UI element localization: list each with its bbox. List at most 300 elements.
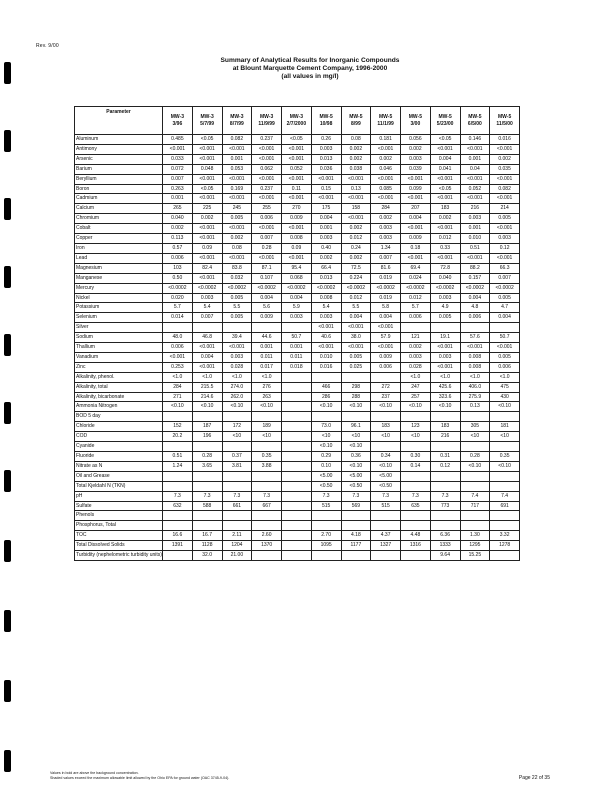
table-cell: 0.004 bbox=[490, 313, 520, 323]
table-cell bbox=[282, 491, 312, 501]
table-cell bbox=[460, 521, 490, 531]
table-cell: 0.237 bbox=[252, 184, 282, 194]
table-cell: 0.003 bbox=[490, 234, 520, 244]
table-cell: 0.005 bbox=[222, 214, 252, 224]
table-cell: <0.05 bbox=[430, 184, 460, 194]
table-cell: 0.003 bbox=[222, 352, 252, 362]
sample-date: 3/00 bbox=[410, 120, 421, 127]
table-cell: <10 bbox=[490, 432, 520, 442]
table-cell: 4.18 bbox=[341, 531, 371, 541]
parameter-name: Calcium bbox=[75, 204, 163, 214]
table-cell: <0.001 bbox=[371, 194, 401, 204]
well-id: MW-3 bbox=[200, 113, 214, 120]
table-cell: 5.4 bbox=[311, 303, 341, 313]
parameter-name: BOD 5 day bbox=[75, 412, 163, 422]
table-cell: <10 bbox=[341, 432, 371, 442]
table-cell: 691 bbox=[490, 501, 520, 511]
table-cell: 2.70 bbox=[311, 531, 341, 541]
binder-hole bbox=[4, 198, 11, 220]
table-cell bbox=[252, 481, 282, 491]
table-row bbox=[75, 481, 520, 491]
table-cell: 271 bbox=[163, 392, 193, 402]
table-cell: 0.001 bbox=[163, 194, 193, 204]
table-cell: <0.001 bbox=[341, 194, 371, 204]
table-cell bbox=[311, 551, 341, 561]
table-cell: 0.007 bbox=[371, 253, 401, 263]
sample-date: 10/98 bbox=[319, 120, 333, 127]
table-cell: 0.263 bbox=[163, 184, 193, 194]
table-cell: 88.2 bbox=[460, 263, 490, 273]
table-cell: <0.05 bbox=[282, 135, 312, 145]
table-cell bbox=[282, 541, 312, 551]
table-cell: 1295 bbox=[460, 541, 490, 551]
table-cell: 0.099 bbox=[401, 184, 431, 194]
table-cell: 16.6 bbox=[163, 531, 193, 541]
parameter-name: Phenols bbox=[75, 511, 163, 521]
table-cell: <0.001 bbox=[341, 214, 371, 224]
table-cell: 0.28 bbox=[192, 452, 222, 462]
parameter-name: Turbidity (nephelometric turbidity units) bbox=[75, 551, 163, 561]
table-cell: <0.05 bbox=[192, 135, 222, 145]
table-cell bbox=[341, 511, 371, 521]
table-row bbox=[75, 243, 520, 253]
table-row bbox=[75, 531, 520, 541]
table-cell: 0.009 bbox=[401, 234, 431, 244]
table-cell: 0.041 bbox=[430, 164, 460, 174]
table-cell: 50.7 bbox=[490, 333, 520, 343]
table-cell: <10 bbox=[311, 432, 341, 442]
table-cell: 1370 bbox=[252, 541, 282, 551]
table-cell bbox=[222, 412, 252, 422]
table-cell: 0.002 bbox=[371, 214, 401, 224]
table-cell: 0.485 bbox=[163, 135, 193, 145]
table-row bbox=[75, 135, 520, 145]
table-cell bbox=[460, 442, 490, 452]
table-cell: 0.003 bbox=[401, 154, 431, 164]
table-cell bbox=[490, 551, 520, 561]
table-cell: <0.001 bbox=[282, 174, 312, 184]
table-cell: 0.007 bbox=[490, 273, 520, 283]
table-cell: 96.1 bbox=[341, 422, 371, 432]
table-row bbox=[75, 412, 520, 422]
table-row bbox=[75, 154, 520, 164]
table-cell: 0.34 bbox=[371, 452, 401, 462]
column-header bbox=[341, 107, 371, 135]
table-cell: 175 bbox=[311, 204, 341, 214]
table-cell: 7.4 bbox=[460, 491, 490, 501]
table-cell: 0.040 bbox=[430, 273, 460, 283]
table-cell: 0.035 bbox=[490, 164, 520, 174]
table-cell: 0.002 bbox=[341, 253, 371, 263]
table-row bbox=[75, 461, 520, 471]
table-cell bbox=[401, 442, 431, 452]
table-cell: <0.0002 bbox=[222, 283, 252, 293]
table-cell: <0.001 bbox=[222, 253, 252, 263]
table-cell: <10 bbox=[222, 432, 252, 442]
table-cell: 15.25 bbox=[460, 551, 490, 561]
table-cell: 257 bbox=[401, 392, 431, 402]
table-cell bbox=[401, 412, 431, 422]
table-cell: 5.7 bbox=[401, 303, 431, 313]
table-cell: 66.3 bbox=[490, 263, 520, 273]
table-cell: 0.224 bbox=[341, 273, 371, 283]
table-cell: 0.020 bbox=[163, 293, 193, 303]
table-cell: <10 bbox=[401, 432, 431, 442]
sample-date: 5/7/99 bbox=[200, 120, 215, 127]
well-id: MW-5 bbox=[319, 113, 333, 120]
binder-hole bbox=[4, 334, 11, 356]
table-cell: <0.10 bbox=[341, 442, 371, 452]
table-cell: <0.001 bbox=[490, 144, 520, 154]
table-cell: <10 bbox=[252, 432, 282, 442]
table-cell: <0.50 bbox=[371, 481, 401, 491]
table-cell: <0.001 bbox=[192, 144, 222, 154]
table-cell: 0.018 bbox=[282, 362, 312, 372]
table-cell: 0.28 bbox=[460, 452, 490, 462]
table-cell bbox=[252, 551, 282, 561]
table-cell: <0.10 bbox=[163, 402, 193, 412]
table-cell: 103 bbox=[163, 263, 193, 273]
table-cell: <0.001 bbox=[490, 194, 520, 204]
table-cell: 0.31 bbox=[430, 452, 460, 462]
table-cell bbox=[401, 521, 431, 531]
table-row bbox=[75, 164, 520, 174]
table-cell: 4.7 bbox=[490, 303, 520, 313]
table-cell: 0.35 bbox=[252, 452, 282, 462]
column-header bbox=[401, 107, 431, 135]
table-cell: 0.29 bbox=[311, 452, 341, 462]
table-cell: <0.001 bbox=[222, 144, 252, 154]
table-cell: 0.181 bbox=[371, 135, 401, 145]
document-title bbox=[150, 57, 470, 82]
table-cell: 0.006 bbox=[460, 313, 490, 323]
table-cell: 7.3 bbox=[192, 491, 222, 501]
table-cell: 288 bbox=[341, 392, 371, 402]
table-cell: <0.001 bbox=[490, 253, 520, 263]
table-cell bbox=[163, 412, 193, 422]
table-row bbox=[75, 273, 520, 283]
table-cell bbox=[282, 402, 312, 412]
table-cell: <0.001 bbox=[341, 323, 371, 333]
table-cell: 5.9 bbox=[282, 303, 312, 313]
table-cell: 237 bbox=[371, 392, 401, 402]
table-cell: <0.001 bbox=[430, 144, 460, 154]
table-cell: <0.0002 bbox=[311, 283, 341, 293]
table-cell: <0.10 bbox=[490, 461, 520, 471]
table-cell: <0.001 bbox=[163, 144, 193, 154]
table-cell bbox=[282, 382, 312, 392]
parameter-name: Sodium bbox=[75, 333, 163, 343]
table-cell bbox=[430, 481, 460, 491]
table-cell: 0.001 bbox=[252, 343, 282, 353]
table-cell: 0.038 bbox=[341, 164, 371, 174]
table-cell bbox=[460, 511, 490, 521]
table-cell: <0.001 bbox=[192, 343, 222, 353]
parameter-name: Thallium bbox=[75, 343, 163, 353]
table-cell: 1.34 bbox=[371, 243, 401, 253]
table-cell bbox=[252, 412, 282, 422]
table-cell bbox=[252, 323, 282, 333]
table-cell: <0.001 bbox=[371, 174, 401, 184]
title-line-2: at Blount Marquette Cement Company, 1996-2000 bbox=[232, 65, 388, 73]
table-cell: <1.0 bbox=[430, 372, 460, 382]
column-header bbox=[282, 107, 312, 135]
results-table bbox=[74, 106, 520, 561]
table-row bbox=[75, 283, 520, 293]
table-cell: 0.056 bbox=[401, 135, 431, 145]
table-row bbox=[75, 303, 520, 313]
table-cell: 0.002 bbox=[341, 154, 371, 164]
table-cell: 0.009 bbox=[252, 313, 282, 323]
table-row bbox=[75, 204, 520, 214]
table-cell: 0.016 bbox=[490, 135, 520, 145]
table-cell: <0.10 bbox=[252, 402, 282, 412]
well-id: MW-5 bbox=[408, 113, 422, 120]
parameter-name: Total Kjeldahl N (TKN) bbox=[75, 481, 163, 491]
table-cell: 0.001 bbox=[282, 343, 312, 353]
binder-hole bbox=[4, 750, 11, 772]
table-cell: 0.002 bbox=[222, 234, 252, 244]
table-cell: 0.017 bbox=[252, 362, 282, 372]
well-id: MW-5 bbox=[379, 113, 393, 120]
table-cell bbox=[401, 481, 431, 491]
table-cell: <0.001 bbox=[460, 253, 490, 263]
table-cell: 0.107 bbox=[252, 273, 282, 283]
title-line-1: Summary of Analytical Results for Inorganic Compounds bbox=[220, 57, 400, 64]
table-cell: 0.028 bbox=[222, 362, 252, 372]
table-cell: 73.0 bbox=[311, 422, 341, 432]
table-body bbox=[75, 135, 520, 561]
table-cell: 95.4 bbox=[282, 263, 312, 273]
table-cell bbox=[282, 392, 312, 402]
well-id: MW-3 bbox=[230, 113, 244, 120]
table-cell bbox=[252, 511, 282, 521]
table-cell: 0.002 bbox=[490, 154, 520, 164]
table-cell: <0.001 bbox=[192, 174, 222, 184]
table-cell: 20.2 bbox=[163, 432, 193, 442]
table-cell: 82.4 bbox=[192, 263, 222, 273]
sample-date: 11/5/00 bbox=[496, 120, 513, 127]
table-cell: 50.7 bbox=[282, 333, 312, 343]
table-cell: 4.9 bbox=[430, 303, 460, 313]
table-cell: 515 bbox=[311, 501, 341, 511]
table-cell: 0.57 bbox=[163, 243, 193, 253]
table-cell: 0.005 bbox=[222, 313, 252, 323]
table-cell: 0.004 bbox=[371, 313, 401, 323]
table-cell: <0.0002 bbox=[252, 283, 282, 293]
table-cell: 0.003 bbox=[460, 214, 490, 224]
table-cell: <0.001 bbox=[401, 174, 431, 184]
table-cell: <0.10 bbox=[222, 402, 252, 412]
parameter-name: Cobalt bbox=[75, 224, 163, 234]
table-cell: 0.033 bbox=[163, 154, 193, 164]
table-row bbox=[75, 343, 520, 353]
table-cell: <0.10 bbox=[371, 461, 401, 471]
table-cell: 123 bbox=[401, 422, 431, 432]
table-cell bbox=[311, 372, 341, 382]
table-cell: 0.08 bbox=[222, 243, 252, 253]
table-cell: <0.001 bbox=[192, 154, 222, 164]
table-cell: 4.8 bbox=[460, 303, 490, 313]
table-cell: 5.5 bbox=[341, 303, 371, 313]
column-header bbox=[222, 107, 252, 135]
table-cell: <1.0 bbox=[460, 372, 490, 382]
table-cell: <0.0002 bbox=[401, 283, 431, 293]
table-cell: <0.001 bbox=[401, 253, 431, 263]
table-cell: 298 bbox=[341, 382, 371, 392]
parameter-name: Total Dissolved Solids bbox=[75, 541, 163, 551]
table-cell bbox=[430, 511, 460, 521]
parameter-name: Oil and Grease bbox=[75, 471, 163, 481]
table-cell: 21.00 bbox=[222, 551, 252, 561]
table-cell: 7.3 bbox=[341, 491, 371, 501]
parameter-name: Vanadium bbox=[75, 352, 163, 362]
table-cell: 0.068 bbox=[282, 273, 312, 283]
title-line-3: (all values in mg/l) bbox=[281, 73, 339, 81]
table-cell: 0.26 bbox=[311, 135, 341, 145]
table-cell: <0.001 bbox=[222, 224, 252, 234]
table-cell: 5.7 bbox=[163, 303, 193, 313]
table-row bbox=[75, 184, 520, 194]
parameter-name: Alkalinity, total bbox=[75, 382, 163, 392]
page-number: Page 22 of 35 bbox=[518, 775, 550, 781]
table-cell: <0.001 bbox=[252, 174, 282, 184]
table-cell: 773 bbox=[430, 501, 460, 511]
table-cell: <0.001 bbox=[460, 194, 490, 204]
table-cell: <10 bbox=[371, 432, 401, 442]
table-cell: 7.3 bbox=[222, 491, 252, 501]
table-cell: <0.001 bbox=[252, 154, 282, 164]
table-cell: 0.14 bbox=[401, 461, 431, 471]
table-cell bbox=[490, 442, 520, 452]
table-cell: 284 bbox=[163, 382, 193, 392]
table-cell bbox=[222, 442, 252, 452]
table-cell: 0.002 bbox=[311, 253, 341, 263]
parameter-name: Boron bbox=[75, 184, 163, 194]
table-cell: 3.81 bbox=[222, 461, 252, 471]
table-cell: 0.13 bbox=[460, 402, 490, 412]
table-cell: 216 bbox=[460, 204, 490, 214]
table-cell: 0.011 bbox=[282, 352, 312, 362]
table-cell bbox=[222, 511, 252, 521]
table-cell bbox=[282, 442, 312, 452]
table-cell: 245 bbox=[222, 204, 252, 214]
table-cell: <0.001 bbox=[490, 343, 520, 353]
binder-hole bbox=[4, 62, 11, 84]
table-cell: <0.10 bbox=[311, 442, 341, 452]
table-cell: 0.014 bbox=[163, 313, 193, 323]
table-cell: 83.8 bbox=[222, 263, 252, 273]
table-cell: 569 bbox=[341, 501, 371, 511]
table-row bbox=[75, 253, 520, 263]
parameter-header: Parameter bbox=[75, 107, 163, 135]
table-cell bbox=[282, 531, 312, 541]
table-cell: 0.002 bbox=[192, 214, 222, 224]
parameter-name: Lead bbox=[75, 253, 163, 263]
table-cell: <0.001 bbox=[371, 323, 401, 333]
table-cell: 0.002 bbox=[401, 343, 431, 353]
table-cell: 0.146 bbox=[460, 135, 490, 145]
table-cell: 0.001 bbox=[460, 224, 490, 234]
well-id: MW-3 bbox=[170, 113, 184, 120]
footnote: Shaded values exceed the maximum allowable limit allowed by the Ohio EPA for ground water (OAC 3745-9-04). bbox=[50, 776, 230, 780]
table-cell bbox=[430, 471, 460, 481]
table-cell bbox=[460, 471, 490, 481]
sample-date: 8/7/99 bbox=[229, 120, 244, 127]
table-cell: 0.011 bbox=[252, 352, 282, 362]
table-cell bbox=[430, 323, 460, 333]
table-cell: <0.10 bbox=[192, 402, 222, 412]
table-cell: 48.0 bbox=[163, 333, 193, 343]
table-cell: 5.4 bbox=[192, 303, 222, 313]
table-cell: 0.008 bbox=[282, 234, 312, 244]
table-cell: <0.001 bbox=[222, 174, 252, 184]
table-cell: 0.028 bbox=[401, 362, 431, 372]
table-cell: 0.072 bbox=[163, 164, 193, 174]
well-id: MW-5 bbox=[498, 113, 512, 120]
table-cell: 0.008 bbox=[460, 362, 490, 372]
table-cell: 0.003 bbox=[192, 293, 222, 303]
table-cell bbox=[282, 471, 312, 481]
table-cell bbox=[490, 412, 520, 422]
table-cell: 0.51 bbox=[460, 243, 490, 253]
sample-date: 6/5/00 bbox=[467, 120, 482, 127]
table-cell bbox=[371, 551, 401, 561]
table-cell: 0.004 bbox=[430, 154, 460, 164]
table-cell: 72.8 bbox=[430, 263, 460, 273]
table-cell: 0.11 bbox=[282, 184, 312, 194]
parameter-name: Selenium bbox=[75, 313, 163, 323]
table-cell: <0.001 bbox=[311, 323, 341, 333]
sample-date: 11/9/99 bbox=[258, 120, 275, 127]
table-cell: <0.001 bbox=[192, 362, 222, 372]
table-cell: <0.001 bbox=[490, 174, 520, 184]
table-cell: <0.50 bbox=[311, 481, 341, 491]
table-cell: <0.05 bbox=[430, 135, 460, 145]
table-cell: 0.33 bbox=[430, 243, 460, 253]
table-cell: 57.9 bbox=[371, 333, 401, 343]
table-cell: <0.001 bbox=[430, 253, 460, 263]
table-cell: 2.11 bbox=[222, 531, 252, 541]
binder-hole bbox=[4, 130, 11, 152]
table-cell: 247 bbox=[401, 382, 431, 392]
table-cell bbox=[192, 323, 222, 333]
table-cell: 0.005 bbox=[341, 352, 371, 362]
table-cell: 0.237 bbox=[252, 135, 282, 145]
column-header bbox=[460, 107, 490, 135]
table-cell: 4.37 bbox=[371, 531, 401, 541]
table-cell bbox=[252, 521, 282, 531]
column-header bbox=[163, 107, 193, 135]
parameter-name: Silver bbox=[75, 323, 163, 333]
table-cell: 5.5 bbox=[222, 303, 252, 313]
table-cell: 1.24 bbox=[163, 461, 193, 471]
table-cell: 0.046 bbox=[371, 164, 401, 174]
table-cell bbox=[371, 521, 401, 531]
table-cell bbox=[401, 323, 431, 333]
table-cell: <0.001 bbox=[460, 174, 490, 184]
table-cell: 0.019 bbox=[371, 273, 401, 283]
table-row bbox=[75, 144, 520, 154]
table-cell: 0.039 bbox=[401, 164, 431, 174]
table-cell: 0.006 bbox=[163, 253, 193, 263]
table-cell: <0.05 bbox=[192, 184, 222, 194]
table-cell: 0.007 bbox=[163, 174, 193, 184]
table-cell: 183 bbox=[371, 422, 401, 432]
table-cell: <0.001 bbox=[430, 174, 460, 184]
table-cell: 0.036 bbox=[311, 164, 341, 174]
table-row bbox=[75, 362, 520, 372]
